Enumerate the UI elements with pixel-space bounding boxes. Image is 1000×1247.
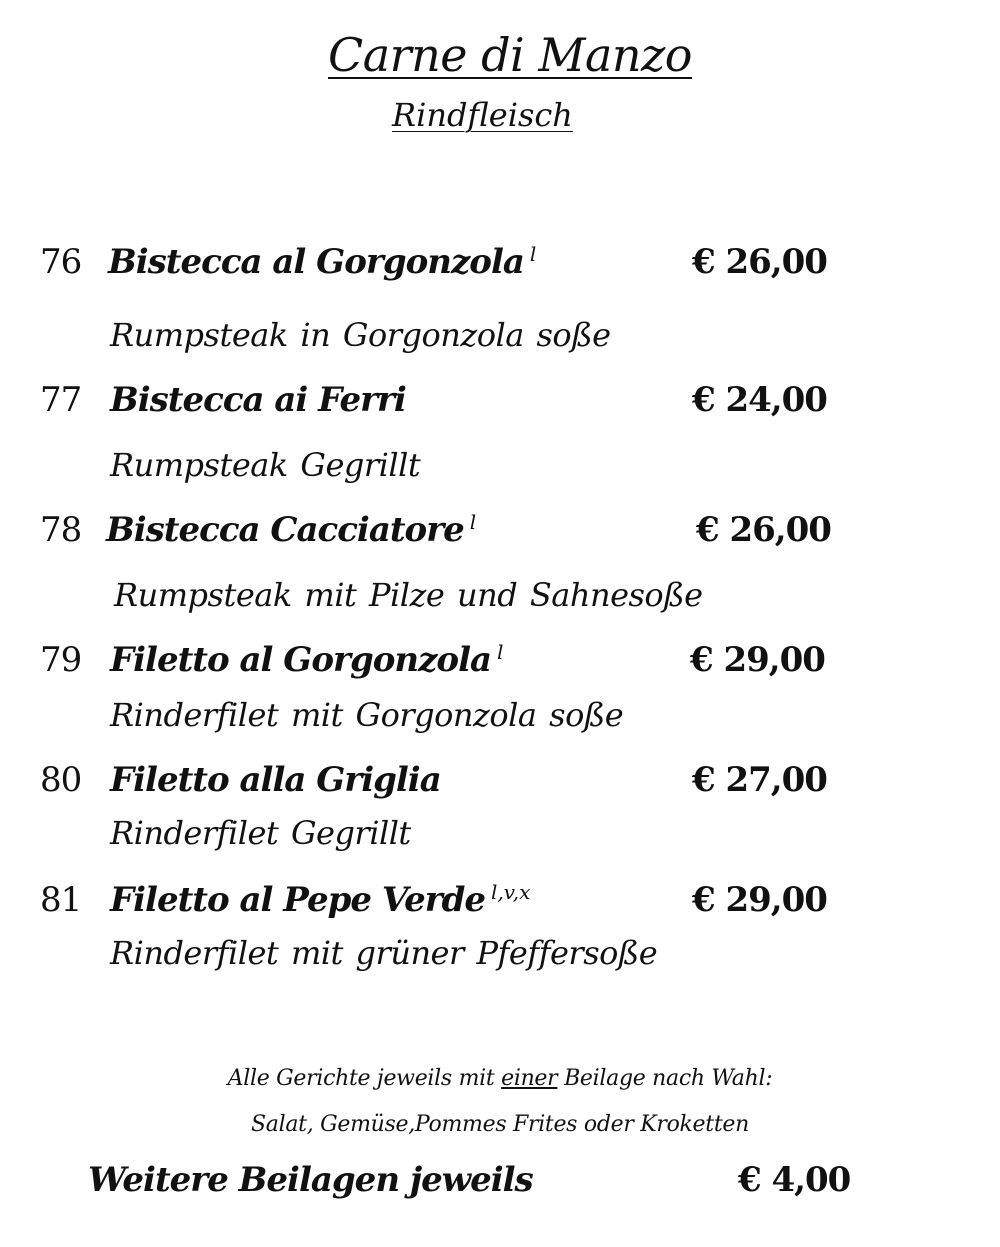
item-name: [108, 242, 536, 282]
allergen-codes: l: [529, 242, 537, 266]
item-name: [110, 880, 530, 920]
item-price: € 27,00: [692, 760, 827, 800]
extra-sides-row: [0, 1160, 1000, 1204]
item-name-text: Filetto al Pepe Verde: [110, 880, 486, 920]
item-name: [110, 760, 441, 800]
extra-sides-label: Weitere Beilagen jeweils: [88, 1160, 533, 1200]
item-name: [106, 510, 476, 550]
side-dish-options: Salat, Gemüse,Pommes Frites oder Kroketten: [251, 1112, 749, 1137]
allergen-codes: l: [469, 510, 477, 534]
item-price: € 24,00: [692, 380, 827, 420]
extra-sides-price: € 4,00: [738, 1160, 851, 1200]
item-number: 81: [40, 880, 82, 920]
item-description: Rumpsteak mit Pilze und Sahnesoße: [114, 576, 703, 614]
item-price: € 29,00: [692, 880, 827, 920]
allergen-codes: l,v,x: [491, 880, 531, 904]
item-name: [110, 380, 406, 420]
item-description: Rinderfilet mit Gorgonzola soße: [110, 696, 624, 734]
menu-item-76: [0, 242, 1000, 292]
item-name-text: Filetto alla Griglia: [110, 760, 441, 800]
item-name-text: Filetto al Gorgonzola: [110, 640, 492, 680]
item-name-text: Bistecca ai Ferri: [110, 380, 406, 420]
menu-item-80: [0, 760, 1000, 810]
item-number: 76: [40, 242, 82, 282]
menu-item-77: [0, 380, 1000, 430]
item-description: Rinderfilet mit grüner Pfeffersoße: [110, 934, 658, 972]
allergen-codes: l: [497, 640, 504, 664]
item-description: Rumpsteak Gegrillt: [110, 446, 421, 484]
item-description: Rumpsteak in Gorgonzola soße: [110, 316, 611, 354]
page-subtitle: Rindfleisch: [392, 96, 573, 134]
side-dish-note: [0, 1066, 1000, 1091]
item-price: € 29,00: [690, 640, 825, 680]
item-description: Rinderfilet Gegrillt: [110, 814, 411, 852]
menu-item-78: [0, 510, 1000, 560]
note-text-before: Alle Gerichte jeweils mit: [227, 1066, 502, 1091]
menu-item-79: [0, 640, 1000, 690]
menu-item-81: [0, 880, 1000, 930]
item-price: € 26,00: [692, 242, 827, 282]
note-emphasis: einer: [501, 1066, 558, 1091]
item-name-text: Bistecca Cacciatore: [106, 510, 464, 550]
item-number: 79: [40, 640, 82, 680]
item-name-text: Bistecca al Gorgonzola: [108, 242, 524, 282]
item-number: 77: [40, 380, 82, 420]
item-name: [110, 640, 503, 680]
item-price: € 26,00: [696, 510, 831, 550]
item-number: 80: [40, 760, 82, 800]
page-title: Carne di Manzo: [328, 28, 692, 82]
note-text-after: Beilage nach Wahl:: [557, 1066, 773, 1091]
item-number: 78: [40, 510, 82, 550]
